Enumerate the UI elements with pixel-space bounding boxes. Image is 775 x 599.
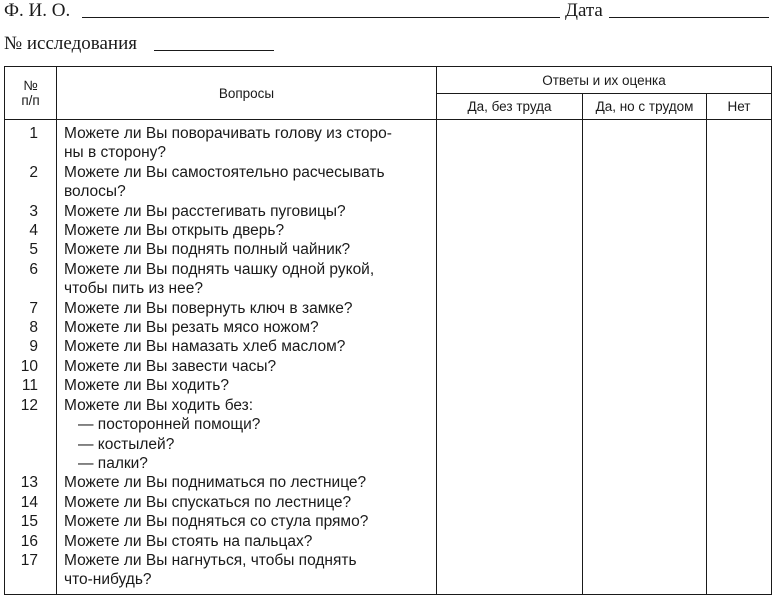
answer-cell-no[interactable] <box>707 337 772 356</box>
answer-cell-yes-hard[interactable] <box>583 120 707 163</box>
answer-cell-yes-easy[interactable] <box>437 337 583 356</box>
answer-cell-yes-easy[interactable] <box>437 357 583 376</box>
question-number: 13 <box>5 473 57 492</box>
col-header-no: Нет <box>707 94 772 120</box>
answer-cell-no[interactable] <box>707 163 772 202</box>
answer-cell-no[interactable] <box>707 473 772 492</box>
answer-cell-yes-hard[interactable] <box>583 396 707 474</box>
question-text <box>57 120 437 163</box>
question-line: Можете ли Вы повернуть ключ в замке? <box>64 299 353 317</box>
answer-cell-no[interactable] <box>707 493 772 512</box>
col-header-yes-easy: Да, без труда <box>437 94 583 120</box>
answer-cell-no[interactable] <box>707 299 772 318</box>
question-row <box>5 120 772 163</box>
question-line: Можете ли Вы открыть дверь? <box>64 222 285 240</box>
answer-cell-yes-easy[interactable] <box>437 473 583 492</box>
question-number: 10 <box>5 357 57 376</box>
answer-cell-no[interactable] <box>707 260 772 299</box>
question-row <box>5 376 772 395</box>
question-line: Можете ли Вы подняться со стула прямо? <box>64 513 369 531</box>
col-header-questions: Вопросы <box>57 67 437 120</box>
question-row <box>5 337 772 356</box>
question-line: ны в сторону? <box>64 144 167 162</box>
question-text <box>57 163 437 202</box>
answer-cell-no[interactable] <box>707 396 772 474</box>
answer-cell-yes-hard[interactable] <box>583 318 707 337</box>
answer-cell-yes-hard[interactable] <box>583 299 707 318</box>
question-number: 5 <box>5 240 57 259</box>
question-line: Можете ли Вы самостоятельно расчесывать <box>64 163 385 181</box>
answer-cell-no[interactable] <box>707 202 772 221</box>
fio-field[interactable] <box>82 17 560 18</box>
question-number: 1 <box>5 120 57 163</box>
question-row <box>5 163 772 202</box>
question-text <box>57 473 437 492</box>
answer-cell-yes-hard[interactable] <box>583 221 707 240</box>
question-number: 8 <box>5 318 57 337</box>
question-row <box>5 221 772 240</box>
answer-cell-yes-easy[interactable] <box>437 163 583 202</box>
answer-cell-no[interactable] <box>707 357 772 376</box>
question-row <box>5 357 772 376</box>
question-row <box>5 260 772 299</box>
question-line: Можете ли Вы подниматься по лестнице? <box>64 474 367 492</box>
question-number: 2 <box>5 163 57 202</box>
answer-cell-yes-easy[interactable] <box>437 221 583 240</box>
question-row <box>5 532 772 551</box>
answer-cell-no[interactable] <box>707 532 772 551</box>
question-line: Можете ли Вы нагнуться, чтобы поднять <box>64 551 357 569</box>
question-row <box>5 299 772 318</box>
answer-cell-yes-easy[interactable] <box>437 512 583 531</box>
question-text <box>57 551 437 594</box>
answer-cell-yes-easy[interactable] <box>437 551 583 594</box>
answer-cell-yes-hard[interactable] <box>583 532 707 551</box>
answer-cell-yes-hard[interactable] <box>583 512 707 531</box>
answer-cell-yes-hard[interactable] <box>583 260 707 299</box>
question-number: 9 <box>5 337 57 356</box>
question-line: Можете ли Вы ходить без: <box>64 396 254 414</box>
question-number: 14 <box>5 493 57 512</box>
header-line-name-date <box>4 0 770 22</box>
question-number: 11 <box>5 376 57 395</box>
answer-cell-yes-hard[interactable] <box>583 240 707 259</box>
question-row <box>5 512 772 531</box>
question-number: 17 <box>5 551 57 594</box>
date-label: Дата <box>565 0 603 21</box>
question-text <box>57 512 437 531</box>
answer-cell-yes-easy[interactable] <box>437 532 583 551</box>
question-row <box>5 473 772 492</box>
study-number-label: № исследования <box>4 33 137 54</box>
answer-cell-yes-hard[interactable] <box>583 337 707 356</box>
question-line: Можете ли Вы поворачивать голову из сторо- <box>64 125 392 142</box>
question-row <box>5 493 772 512</box>
col-header-yes-hard: Да, но с трудом <box>583 94 707 120</box>
question-row <box>5 396 772 474</box>
answer-cell-yes-easy[interactable] <box>437 260 583 299</box>
answer-cell-no[interactable] <box>707 120 772 163</box>
answer-cell-yes-hard[interactable] <box>583 357 707 376</box>
question-line: Можете ли Вы поднять чашку одной рукой, <box>64 260 375 278</box>
question-text <box>57 376 437 395</box>
question-number: 15 <box>5 512 57 531</box>
study-number-field[interactable] <box>154 50 274 51</box>
question-line: Можете ли Вы поднять полный чайник? <box>64 241 351 259</box>
answer-cell-yes-hard[interactable] <box>583 551 707 594</box>
question-line: Можете ли Вы спускаться по лестнице? <box>64 493 352 511</box>
date-field[interactable] <box>609 17 769 18</box>
answer-cell-no[interactable] <box>707 512 772 531</box>
question-row <box>5 318 772 337</box>
question-subitem: — посторонней помощи? <box>78 416 261 434</box>
answer-cell-yes-hard[interactable] <box>583 493 707 512</box>
question-line: что-нибудь? <box>64 571 152 589</box>
question-text <box>57 532 437 551</box>
answer-cell-yes-easy[interactable] <box>437 240 583 259</box>
answer-cell-no[interactable] <box>707 318 772 337</box>
answer-cell-no[interactable] <box>707 376 772 395</box>
question-text <box>57 240 437 259</box>
question-row <box>5 202 772 221</box>
answer-cell-yes-easy[interactable] <box>437 318 583 337</box>
question-line: чтобы пить из нее? <box>64 280 203 298</box>
question-text <box>57 260 437 299</box>
question-line: Можете ли Вы ходить? <box>64 377 230 395</box>
answer-cell-yes-hard[interactable] <box>583 163 707 202</box>
question-text <box>57 202 437 221</box>
question-line: Можете ли Вы резать мясо ножом? <box>64 319 319 337</box>
answer-cell-no[interactable] <box>707 240 772 259</box>
col-header-answers: Ответы и их оценка <box>437 67 772 94</box>
answer-cell-yes-easy[interactable] <box>437 396 583 474</box>
question-line: волосы? <box>64 183 126 201</box>
answer-cell-no[interactable] <box>707 551 772 594</box>
question-number: 6 <box>5 260 57 299</box>
answer-cell-no[interactable] <box>707 221 772 240</box>
answer-cell-yes-hard[interactable] <box>583 473 707 492</box>
question-text <box>57 493 437 512</box>
fio-label: Ф. И. О. <box>4 0 71 21</box>
questionnaire-table <box>4 66 772 595</box>
answer-cell-yes-easy[interactable] <box>437 202 583 221</box>
question-row <box>5 551 772 594</box>
question-subitem: — костылей? <box>78 435 175 453</box>
answer-cell-yes-hard[interactable] <box>583 202 707 221</box>
answer-cell-yes-easy[interactable] <box>437 376 583 395</box>
answer-cell-yes-easy[interactable] <box>437 299 583 318</box>
question-line: Можете ли Вы стоять на пальцах? <box>64 532 313 550</box>
question-text <box>57 221 437 240</box>
header-line-study <box>4 33 304 55</box>
question-line: Можете ли Вы расстегивать пуговицы? <box>64 202 346 220</box>
question-number: 7 <box>5 299 57 318</box>
answer-cell-yes-easy[interactable] <box>437 120 583 163</box>
question-number: 12 <box>5 396 57 474</box>
question-line: Можете ли Вы намазать хлеб маслом? <box>64 338 346 356</box>
question-line: Можете ли Вы завести часы? <box>64 357 277 375</box>
question-row <box>5 240 772 259</box>
question-text <box>57 357 437 376</box>
question-text <box>57 396 437 474</box>
questions-body <box>5 120 772 595</box>
answer-cell-yes-easy[interactable] <box>437 493 583 512</box>
question-text <box>57 337 437 356</box>
answer-cell-yes-hard[interactable] <box>583 376 707 395</box>
question-number: 4 <box>5 221 57 240</box>
question-text <box>57 299 437 318</box>
question-number: 3 <box>5 202 57 221</box>
question-number: 16 <box>5 532 57 551</box>
question-subitem: — палки? <box>78 454 148 472</box>
question-text <box>57 318 437 337</box>
col-header-number: № п/п <box>5 67 57 120</box>
